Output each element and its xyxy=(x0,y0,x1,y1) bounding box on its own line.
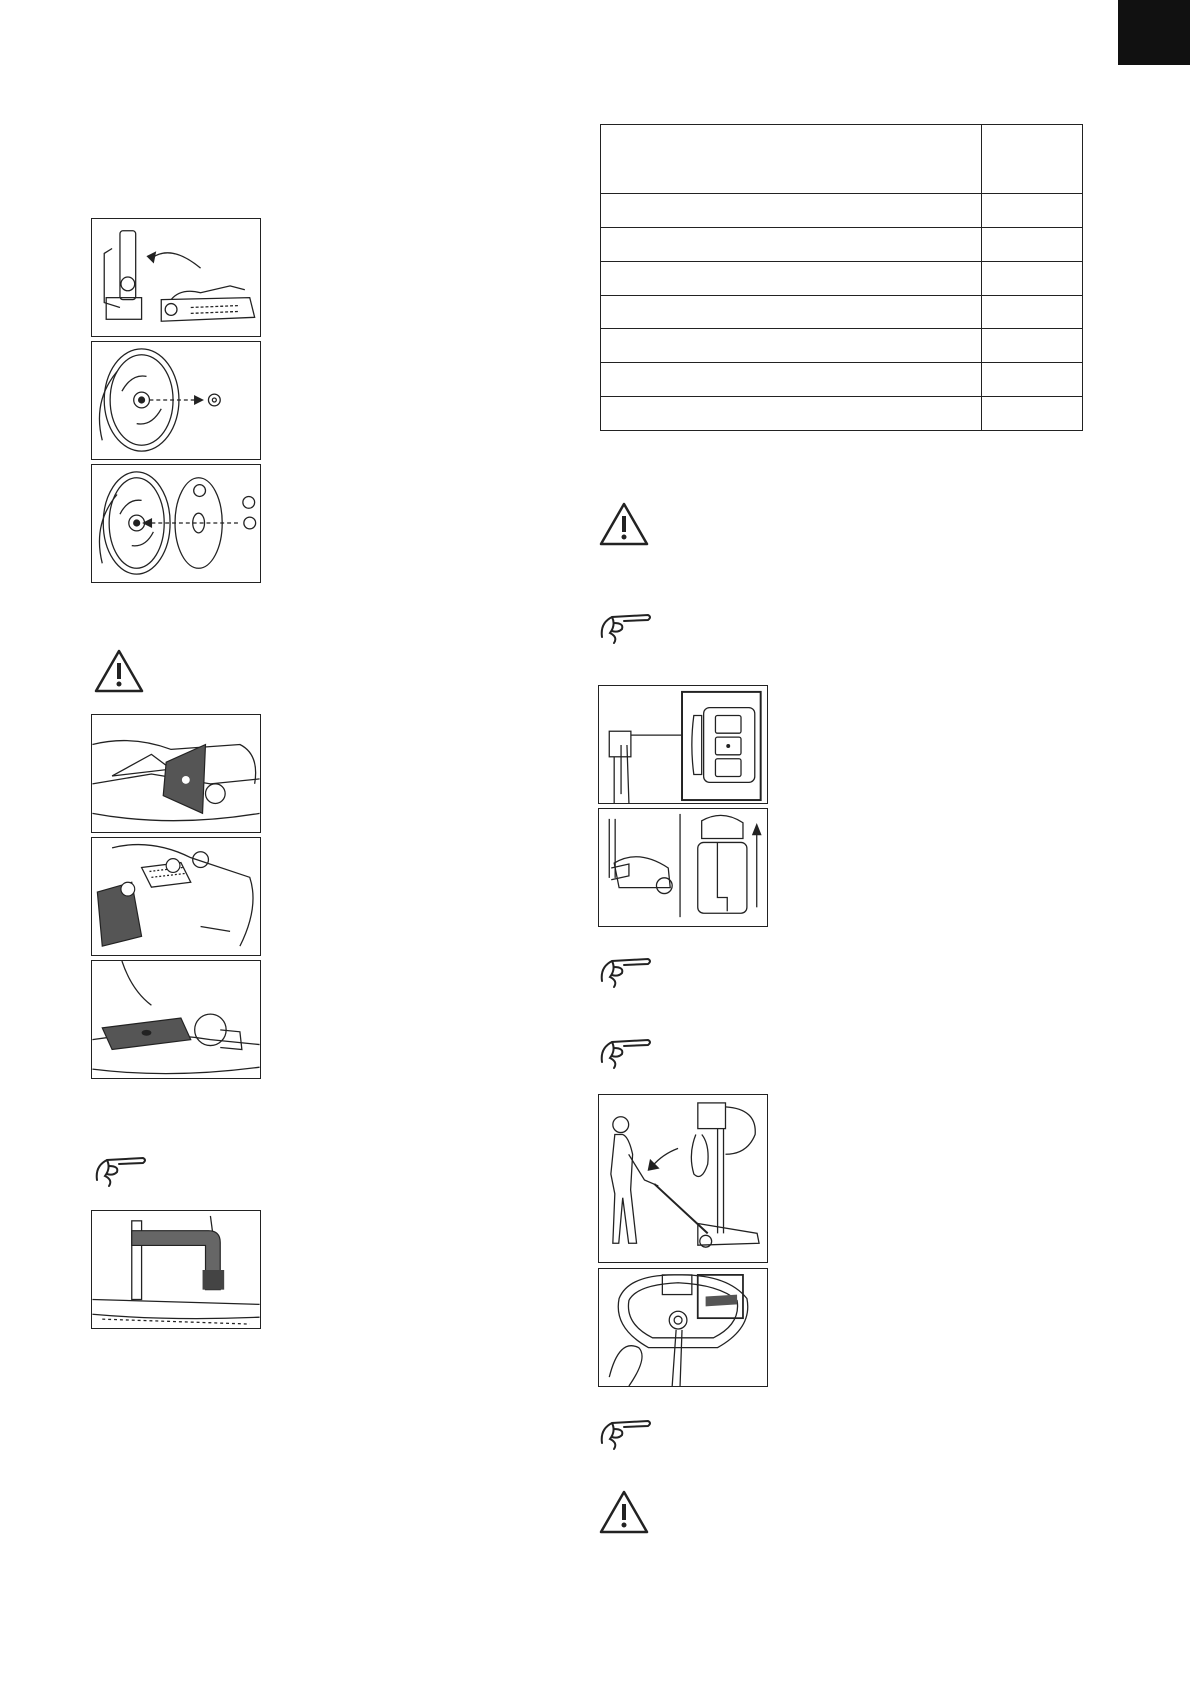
figure-open-filter-cover xyxy=(91,714,261,833)
table-cell xyxy=(601,261,982,295)
table-cell xyxy=(982,227,1083,261)
table-cell xyxy=(601,363,982,397)
table-cell xyxy=(601,125,982,194)
table-cell xyxy=(982,261,1083,295)
table-cell xyxy=(601,227,982,261)
table-cell xyxy=(982,194,1083,228)
table-header-row xyxy=(601,125,1083,194)
table-cell xyxy=(982,295,1083,329)
table-row xyxy=(601,329,1083,363)
pointing-hand-icon xyxy=(598,1032,654,1070)
pointing-hand-icon xyxy=(598,1413,654,1451)
table-row xyxy=(601,397,1083,431)
spare-parts-table xyxy=(600,124,1083,431)
table-cell xyxy=(601,397,982,431)
table-row xyxy=(601,261,1083,295)
page-tab-marker xyxy=(1118,0,1190,65)
figure-cable-hook xyxy=(598,1268,768,1387)
figure-remove-brush-disc xyxy=(91,341,261,460)
pointing-hand-icon xyxy=(93,1150,149,1188)
table-cell xyxy=(982,329,1083,363)
figure-tilt-machine xyxy=(91,218,261,337)
figure-hose-connection xyxy=(91,1210,261,1329)
table-cell xyxy=(601,329,982,363)
table-row xyxy=(601,295,1083,329)
table-row xyxy=(601,194,1083,228)
table-row xyxy=(601,227,1083,261)
table-cell xyxy=(601,194,982,228)
figure-close-filter-cover xyxy=(91,960,261,1079)
table-cell xyxy=(601,295,982,329)
table-cell xyxy=(982,125,1083,194)
figure-handle-height xyxy=(598,808,768,927)
pointing-hand-icon xyxy=(598,951,654,989)
figure-operator-with-machine xyxy=(598,1094,768,1263)
warning-triangle-icon xyxy=(93,648,145,694)
pointing-hand-icon xyxy=(598,607,654,645)
table-cell xyxy=(982,363,1083,397)
figure-replace-filter-bag xyxy=(91,837,261,956)
table-cell xyxy=(982,397,1083,431)
warning-triangle-icon xyxy=(598,501,650,547)
warning-triangle-icon xyxy=(598,1489,650,1535)
figure-fit-pad xyxy=(91,464,261,583)
figure-switch-panel xyxy=(598,685,768,804)
table-row xyxy=(601,363,1083,397)
